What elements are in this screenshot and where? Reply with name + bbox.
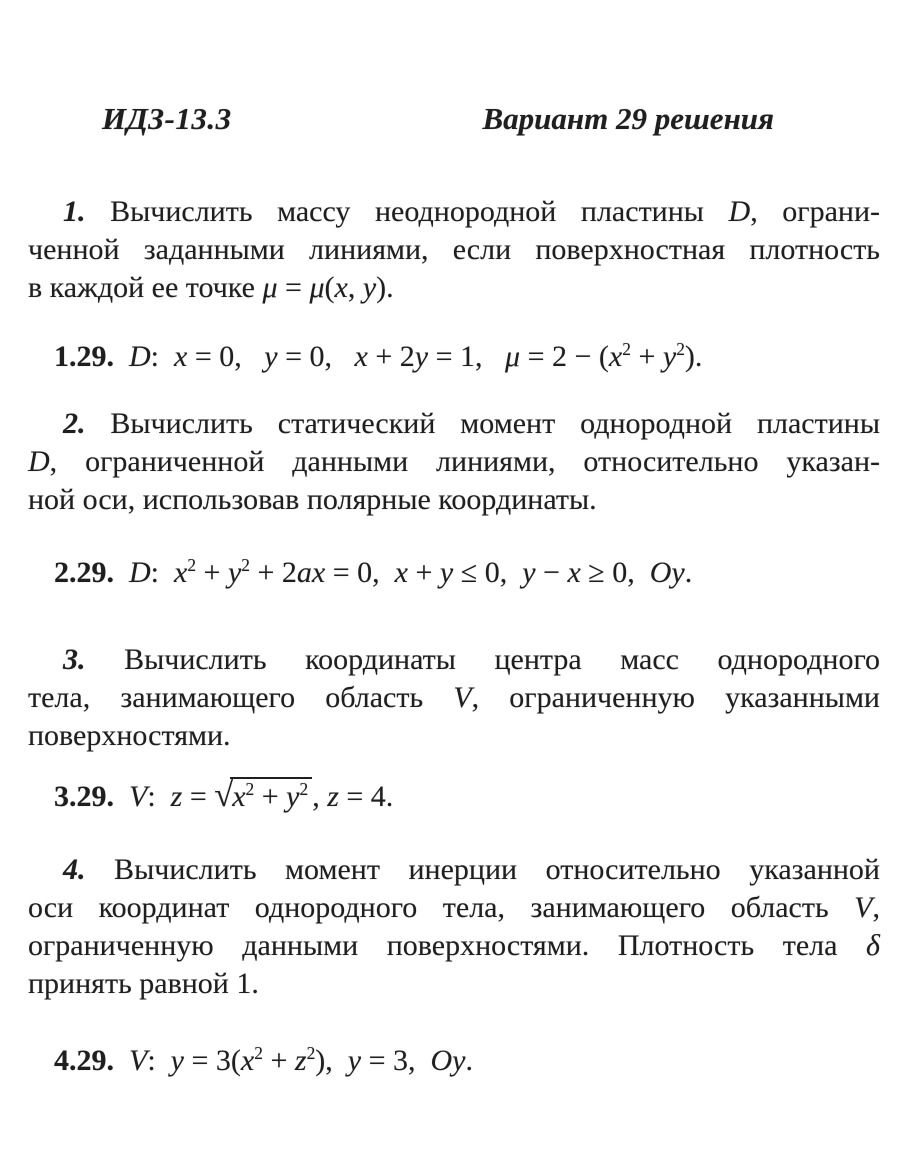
statement-line: поверхностями. [28, 719, 231, 752]
statement-line: 1. Вычислить массу неоднородной пластины D, ограни- [63, 195, 880, 228]
statement-line: ченной заданными линиями, если поверхностная плотность [28, 233, 880, 266]
sqrt-expression [214, 776, 312, 814]
problem-1-statement [28, 193, 880, 307]
statement-line: оси координат однородного тела, занимающего область V, [28, 891, 880, 924]
radicand: $x^2 + y^2$ [230, 777, 312, 813]
assignment-code: ИДЗ-13.3 [102, 101, 232, 136]
problem-4-formula: 4.29. V: $y = 3(x^2 + z^2)$, y = 3, Oy. [54, 1043, 473, 1077]
page-header [28, 100, 880, 138]
statement-line: тела, занимающего область V, ограниченную указанными [28, 681, 880, 714]
problem-1 [28, 193, 880, 377]
problem-2-formula: 2.29. D: $x^2 + y^2 + 2ax = 0$, x + y ≤ 0, y − x ≥ 0, Oy. [54, 555, 693, 589]
statement-line: ограниченную данными поверхностями. Плотность тела δ [28, 929, 880, 962]
problem-4 [28, 851, 880, 1081]
statement-line: D, ограниченной данными линиями, относительно указан- [28, 445, 880, 478]
problem-3 [28, 641, 880, 817]
problem-2-statement [28, 405, 880, 519]
statement-line: принять равной 1. [28, 967, 259, 1000]
problem-4-statement [28, 851, 880, 1003]
statement-line: 4. Вычислить момент инерции относительно указанной [63, 853, 880, 886]
problem-3-statement [28, 641, 880, 755]
problem-2 [28, 405, 880, 593]
statement-line: в каждой ее точке μ = μ(x, y). [28, 271, 394, 304]
statement-line: ной оси, использовав полярные координаты. [28, 483, 597, 516]
radical-sign: √ [214, 776, 234, 814]
statement-line: 2. Вычислить статический момент однородной пластины [63, 407, 880, 440]
problem-1-formula: 1.29. D: x = 0, y = 0, x + 2y = 1, $\mu = 2 - (x^2 + y^2)$. [54, 339, 703, 373]
statement-line: 3. Вычислить координаты центра масс однородного [63, 643, 880, 676]
variant-title: Вариант 29 решения [482, 101, 774, 136]
problem-3-formula: 3.29. V: $z = √x^2 + y^2$ , z = 4. [54, 776, 394, 814]
